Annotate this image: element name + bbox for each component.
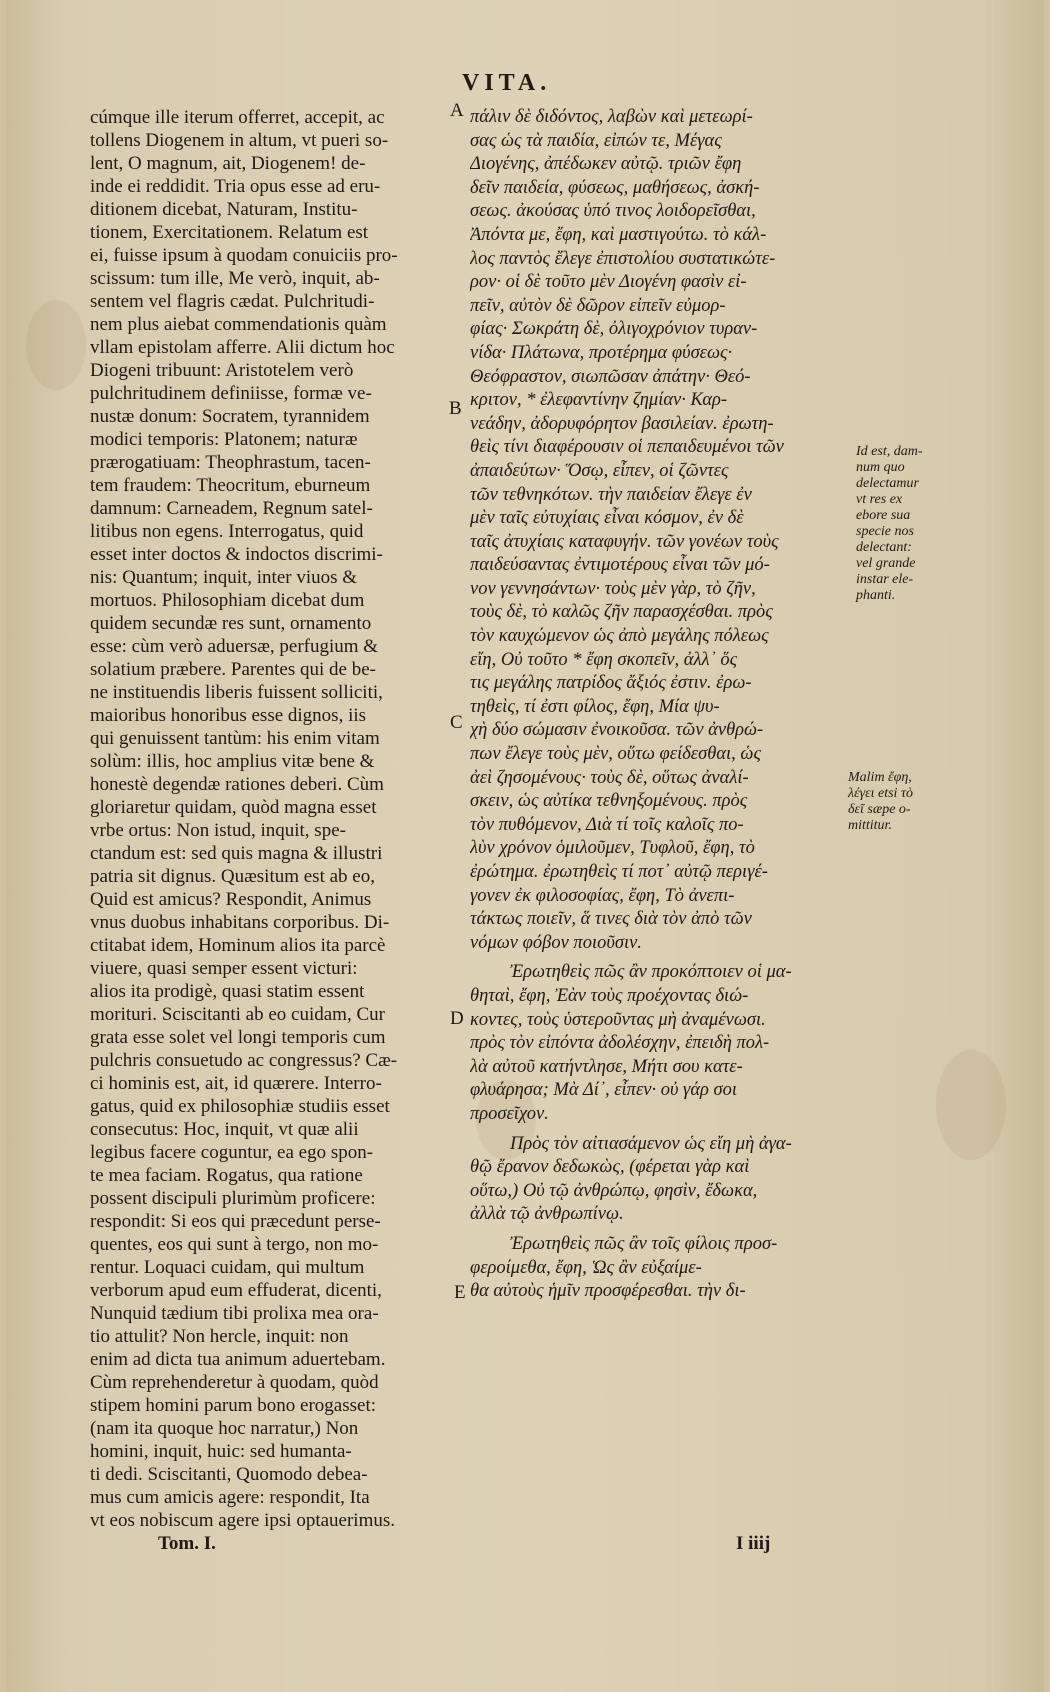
greek-text-line: ἐρώτημα. ἐρωτηθεὶς τί ποτ᾽ αὐτῷ περιγέ-: [470, 862, 768, 882]
latin-text-line: litibus non egens. Interrogatus, quid: [90, 521, 364, 542]
greek-text-line: σκειν, ὡς αὐτίκα τεθνηξομένους. πρὸς: [470, 791, 748, 812]
latin-text-line: vrbe ortus: Non istud, inquit, spe-: [90, 820, 346, 841]
greek-text-line: θηταὶ, ἔφη, Ἐὰν τοὺς προέχοντας διώ-: [470, 985, 749, 1006]
margin-note-line: num quo: [856, 460, 905, 475]
latin-text-line: sentem vel flagris cædat. Pulchritudi-: [90, 291, 375, 312]
greek-text-line: Ἐρωτηθεὶς πῶς ἂν τοῖς φίλοις προσ-: [510, 1233, 778, 1254]
greek-text-line: Ἀπόντα με, ἔφη, καὶ μαστιγούτω. τὸ κάλ-: [470, 224, 767, 245]
greek-text-line: λος παντὸς ἔλεγε ἐπιστολίου συστατικώτε-: [470, 248, 776, 269]
greek-text-line: τὸν καυχώμενον ὡς ἀπὸ μεγάλης πόλεως: [470, 626, 769, 647]
margin-note-line: mittitur.: [848, 818, 892, 833]
latin-text-line: ctandum est: sed quis magna & illustri: [90, 843, 383, 864]
latin-text-line: modici temporis: Platonem; naturæ: [90, 429, 358, 450]
latin-text-line: legibus facere coguntur, ea ego spon-: [90, 1142, 374, 1163]
greek-text-line: τάκτως ποιεῖν, ἅ τινες διὰ τὸν ἀπὸ τῶν: [470, 909, 752, 930]
latin-text-line: tollens Diogenem in altum, vt pueri so-: [90, 130, 389, 151]
greek-text-line: λὺν χρόνον ὁμιλοῦμεν, Τυφλοῦ, ἔφη, τὸ: [470, 838, 755, 859]
latin-text-line: esse: cùm verò aduersæ, perfugium &: [90, 636, 379, 657]
greek-text-line: δεῖν παιδεία, φύσεως, μαθήσεως, ἀσκή-: [470, 177, 760, 198]
greek-text-line: πων ἔλεγε τοὺς μὲν, οὕτω φείδεσθαι, ὡς: [470, 744, 761, 765]
margin-note-damnum: [856, 444, 923, 604]
latin-text-line: Diogeni tribuunt: Aristotelem verò: [90, 360, 354, 381]
latin-text-line: cúmque ille iterum offerret, accepit, ac: [90, 107, 385, 128]
latin-text-line: damnum: Carneadem, Regnum satel-: [90, 498, 373, 519]
margin-note-line: vt res ex: [856, 492, 903, 507]
greek-text-line: ταῖς ἀτυχίαις καταφυγήν. τῶν γονέων τοὺς: [470, 531, 779, 552]
margin-note-line: instar ele-: [856, 572, 914, 587]
latin-text-line: mus cum amicis agere: respondit, Ita: [90, 1487, 370, 1508]
latin-text-line: homini, inquit, huic: sed humanta-: [90, 1441, 352, 1462]
latin-text-line: respondit: Si eos qui præcedunt perse-: [90, 1211, 381, 1232]
greek-text-line: ρον· οἱ δὲ τοῦτο μὲν Διογένη φασὶν εἰ-: [470, 272, 747, 293]
latin-text-line: Nunquid tædium tibi prolixa mea ora-: [90, 1303, 379, 1324]
latin-text-line: possent discipuli plurimùm proficere:: [90, 1188, 376, 1209]
latin-text-line: pulchritudinem definiisse, formæ ve-: [90, 383, 372, 404]
greek-text-line: τοὺς δὲ, τὸ καλῶς ζῆν παρασχέσθαι. πρὸς: [470, 602, 773, 623]
greek-column: [470, 106, 858, 1304]
greek-text-line: τὸν πυθόμενον, Διὰ τί τοῖς καλοῖς πο-: [470, 814, 744, 835]
page-signature: I iiij: [736, 1533, 771, 1554]
greek-text-line: φεροίμεθα, ἔφη, Ὡς ἂν εὐξαίμε-: [470, 1257, 702, 1278]
latin-text-line: nis: Quantum; inquit, inter viuos &: [90, 567, 358, 588]
latin-text-line: solùm: illis, hoc amplius vitæ bene &: [90, 751, 375, 772]
latin-text-line: gatus, quid ex philosophiæ studiis esset: [90, 1096, 390, 1117]
greek-text-line: σας ὡς τὰ παιδία, εἰπών τε, Μέγας: [470, 130, 722, 151]
greek-text-line: Διογένης, ἀπέδωκεν αὐτῷ. τριῶν ἔφη: [470, 154, 742, 175]
greek-text-line: νίδα· Πλάτωνα, προτέρημα φύσεως·: [470, 342, 733, 363]
greek-text-line: νον γεννησάντων· τοὺς μὲν γὰρ, τὸ ζῆν,: [470, 578, 756, 599]
latin-text-line: gloriaretur quidam, quòd magna esset: [90, 797, 377, 818]
latin-text-line: verborum apud eum effuderat, dicenti,: [90, 1280, 382, 1301]
latin-text-line: ctitabat idem, Hominum alios ita parcè: [90, 935, 386, 956]
greek-text-line: οὕτω,) Οὐ τῷ ἀνθρώπῳ, φησὶν, ἔδωκα,: [470, 1180, 758, 1201]
latin-text-line: solatium præbere. Parentes qui de be-: [90, 659, 376, 680]
volume-signature: Tom. I.: [158, 1533, 216, 1554]
latin-text-line: pulchris consuetudo ac congressus? Cæ-: [90, 1050, 398, 1071]
margin-note-line: delectant:: [856, 540, 912, 555]
latin-text-line: inde ei reddidit. Tria opus esse ad eru-: [90, 176, 381, 197]
latin-text-line: ei, fuisse ipsum à quodam conuiciis pro-: [90, 245, 398, 266]
greek-text-line: Θεόφραστον, σιωπῶσαν ἀπάτην· Θεό-: [470, 366, 751, 387]
greek-text-line: χὴ δύο σώμασιν ἐνοικοῦσα. τῶν ἀνθρώ-: [470, 720, 764, 741]
greek-text-line: θῷ ἔρανον δεδωκὼς, (φέρεται γὰρ καὶ: [470, 1157, 750, 1178]
latin-text-line: quidem secundæ res sunt, ornamento: [90, 613, 372, 634]
greek-text-line: πάλιν δὲ διδόντος, λαβὼν καὶ μετεωρί-: [470, 107, 753, 127]
latin-text-line: scissum: tum ille, Me verò, inquit, ab-: [90, 268, 380, 289]
latin-text-line: nem plus aiebat commendationis quàm: [90, 314, 387, 335]
latin-text-line: esset inter doctos & indoctos discrimi-: [90, 544, 383, 565]
margin-note-line: ebore sua: [856, 508, 911, 523]
margin-note-line: δεῖ sæpe o-: [848, 802, 911, 817]
greek-text-line: νόμων φόβον ποιοῦσιν.: [470, 932, 642, 953]
margin-note-line: Id est, dam-: [856, 444, 923, 459]
greek-text-line: παιδεύσαντας ἐντιμοτέρους εἶναι τῶν μό-: [470, 555, 770, 576]
latin-text-line: prærogatiuam: Theophrastum, tacen-: [90, 452, 371, 473]
latin-column: [90, 106, 450, 1532]
latin-text-line: consecutus: Hoc, inquit, vt quæ alii: [90, 1119, 359, 1140]
latin-text-line: nustæ donum: Socratem, tyrannidem: [90, 406, 370, 427]
greek-text-line: τηθεὶς, τί ἐστι φίλος, ἔφη, Μία ψυ-: [470, 696, 720, 717]
greek-text-line: φλυάρησα; Μὰ Δί᾽, εἶπεν· οὐ γάρ σοι: [470, 1080, 738, 1101]
greek-text-line: τῶν τεθνηκότων. τὴν παιδείαν ἔλεγε ἐν: [470, 484, 752, 505]
greek-text-line: κριτον, * ἐλεφαντίνην ζημίαν· Καρ-: [470, 390, 728, 411]
book-page: [6, 0, 1044, 1692]
greek-text-line: πεῖν, αὐτὸν δὲ δῶρον εἰπεῖν εὐμορ-: [470, 295, 726, 316]
margin-note-line: Malim ἔφη,: [848, 770, 912, 785]
latin-text-line: mortuos. Philosophiam dicebat dum: [90, 590, 365, 611]
greek-text-line: εἴη, Οὐ τοῦτο * ἔφη σκοπεῖν, ἀλλ᾽ ὅς: [470, 649, 738, 670]
latin-text-line: patria sit dignus. Quæsitum est ab eo,: [90, 866, 375, 887]
margin-note-line: delectamur: [856, 476, 919, 491]
section-letter-b: B: [449, 398, 462, 419]
latin-text-line: vnus duobus inhabitans corporibus. Di-: [90, 912, 390, 933]
greek-text-line: θα αὐτοὺς ἡμῖν προσφέρεσθαι. τὴν δι-: [470, 1281, 746, 1302]
greek-text-line: σεως. ἀκούσας ὑπό τινος λοιδορεῖσθαι,: [470, 201, 756, 222]
latin-text-line: honestè degendæ rationes deberi. Cùm: [90, 774, 384, 795]
latin-text-line: enim ad dicta tua animum aduertebam.: [90, 1349, 386, 1370]
greek-text-line: νεάδην, ἀδορυφόρητον βασιλείαν. ἐρωτη-: [470, 413, 774, 434]
greek-text-line: μὲν ταῖς εὐτυχίαις εἶναι κόσμον, ἐν δὲ: [470, 508, 744, 529]
latin-text-line: ne instituendis liberis fuissent solliciti,: [90, 682, 383, 703]
margin-note-line: specie nos: [856, 524, 914, 539]
latin-text-line: tem fraudem: Theocritum, eburneum: [90, 475, 371, 496]
greek-text-line: ἀεὶ ζησομένους· τοὺς δὲ, οὕτως ἀναλί-: [470, 767, 749, 788]
greek-text-line: κοντες, τοὺς ὑστεροῦντας μὴ ἀναμένωσι.: [470, 1009, 766, 1030]
latin-text-line: lent, O magnum, ait, Diogenem! de-: [90, 153, 366, 174]
latin-text-line: ti dedi. Sciscitanti, Quomodo debea-: [90, 1464, 368, 1485]
greek-text-line: ἀλλὰ τῷ ἀνθρωπίνῳ.: [470, 1204, 624, 1225]
running-header: VITA.: [462, 70, 552, 96]
greek-text-line: Πρὸς τὸν αἰτιασάμενον ὡς εἴη μὴ ἀγα-: [510, 1133, 792, 1154]
latin-text-line: tio attulit? Non hercle, inquit: non: [90, 1326, 349, 1347]
latin-text-line: morituri. Sciscitanti ab eo cuidam, Cur: [90, 1004, 385, 1025]
greek-text-line: ἀπαιδεύτων· Ὅσῳ, εἶπεν, οἱ ζῶντες: [470, 460, 729, 481]
latin-text-line: Cùm reprehenderetur à quodam, quòd: [90, 1372, 379, 1393]
latin-text-line: grata esse solet vel longi temporis cum: [90, 1027, 386, 1048]
latin-text-line: Quid est amicus? Respondit, Animus: [90, 889, 372, 910]
latin-text-line: alios ita prodigè, quasi statim essent: [90, 981, 365, 1002]
margin-note-malim: [848, 770, 913, 834]
latin-text-line: viuere, quasi semper essent victuri:: [90, 958, 358, 979]
latin-text-line: ditionem dicebat, Naturam, Institu-: [90, 199, 358, 220]
latin-text-line: rentur. Loquaci cuidam, qui multum: [90, 1257, 365, 1278]
greek-text-line: φίας· Σωκράτη δὲ, ὀλιγοχρόνιον τυραν-: [470, 319, 758, 340]
latin-text-line: ci hominis est, ait, id quærere. Interro-: [90, 1073, 382, 1094]
latin-text-line: vt eos nobiscum agere ipsi optauerimus.: [90, 1510, 395, 1531]
greek-text-line: θεὶς τίνι διαφέρουσιν οἱ πεπαιδευμένοι τῶν: [470, 437, 784, 458]
greek-text-line: λὰ αὐτοῦ κατήντλησε, Μήτι σου κατε-: [470, 1056, 743, 1077]
latin-text-line: vllam epistolam afferre. Alii dictum hoc: [90, 337, 395, 358]
greek-text-line: γονεν ἐκ φιλοσοφίας, ἔφη, Τὸ ἀνεπι-: [470, 885, 735, 906]
margin-note-line: vel grande: [856, 556, 916, 571]
latin-text-line: stipem homini parum bono erogasset:: [90, 1395, 377, 1416]
margin-note-line: phanti.: [856, 588, 896, 603]
latin-text-line: te mea faciam. Rogatus, qua ratione: [90, 1165, 363, 1186]
latin-text-line: quentes, eos qui sunt à tergo, non mo-: [90, 1234, 379, 1255]
greek-text-line: τις μεγάλης πατρίδος ἄξιός ἐστιν. ἐρω-: [470, 673, 752, 694]
latin-text-line: maioribus honoribus esse dignos, iis: [90, 705, 367, 726]
latin-text-line: qui genuissent tantùm: his enim vitam: [90, 728, 380, 749]
margin-note-line: λέγει etsi τὸ: [848, 786, 913, 801]
latin-text-line: (nam ita quoque hoc narratur,) Non: [90, 1418, 359, 1439]
section-letter-c: C: [450, 712, 463, 733]
greek-text-line: προσεῖχον.: [470, 1103, 549, 1124]
section-letter-d: D: [450, 1008, 464, 1029]
greek-text-line: Ἐρωτηθεὶς πῶς ἂν προκόπτοιεν οἱ μα-: [510, 962, 792, 983]
greek-text-line: πρὸς τὸν εἰπόντα ἀδολέσχην, ἐπειδὴ πολ-: [470, 1033, 770, 1054]
section-letter-a: A: [450, 100, 464, 121]
latin-text-line: tionem, Exercitationem. Relatum est: [90, 222, 369, 243]
section-letter-e: E: [454, 1282, 466, 1303]
